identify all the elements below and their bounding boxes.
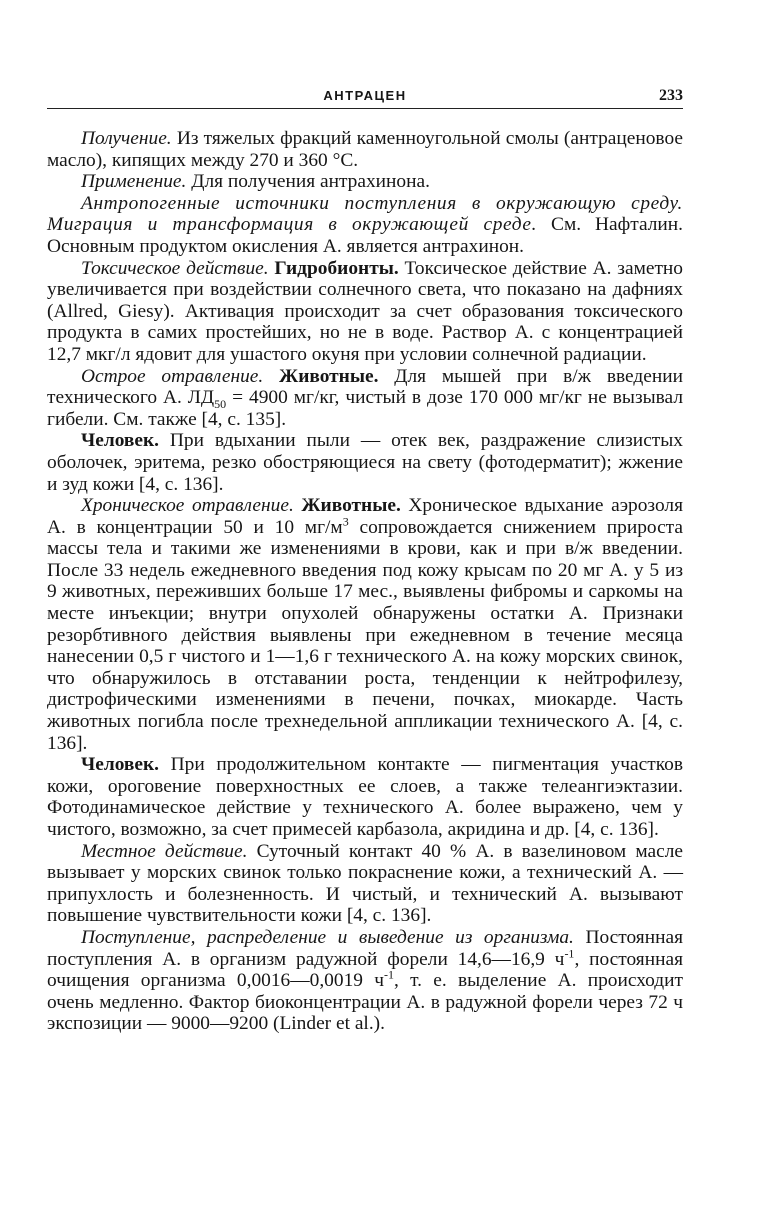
subject-heading: Человек. [81,430,160,452]
paragraph-text: При продолжительном контакте — пигментация участков кожи, ороговение поверхностных ее слоев, а также телеангиэктазии. Фотодинамическое действие у технического А. более выражено, чем у чистого, возможно, за счет примесей карбазола, акридина и др. [4, с. 136]. [47,754,683,840]
section-heading: Токсическое действие. [81,257,269,279]
subscript-value: 50 [214,397,227,411]
subject-heading: Человек. [81,754,160,776]
paragraph-text: Хроническое вдыхание аэрозоля А. в концентрации 50 и 10 мг/м [47,495,683,538]
paragraph-acute-poisoning [47,366,683,431]
paragraph-text: , постоянная очищения организма 0,0016—0,0019 ч [47,948,683,992]
running-title: АНТРАЦЕН [323,88,407,103]
section-heading: Антропогенные источники поступления в окружающую среду. Миграция и трансформация в окружающей среде. [47,192,683,236]
paragraph-text: = 4900 мг/кг, чистый в дозе 170 000 мг/кг не вызывал гибели. См. также [4, с. 135]. [47,387,683,430]
page-header [47,86,683,109]
paragraph-text: См. Нафталин. Основным продуктом окисления А. является антрахинон. [47,214,683,257]
section-heading: Местное действие. [81,840,248,862]
paragraph-text: При вдыхании пыли — отек век, раздражение слизистых оболочек, эритема, резко обостряющиеся на свету (фотодерматит); жжение и зуд кожи [4, с. 136]. [47,430,683,495]
paragraph-text: Для мышей при в/ж введении технического А. ЛД [47,365,684,409]
paragraph-application [47,171,683,193]
paragraph-production [47,128,683,171]
superscript-value: -1 [384,967,394,982]
paragraph-toxic-action [47,258,683,366]
subject-heading: Животные. [263,365,379,387]
section-heading: Острое отравление. [81,365,264,387]
paragraph-anthropogenic-sources [47,193,683,258]
paragraph-text: Суточный контакт 40 % А. в вазелиновом масле вызывает у морских свинок только покраснение кожи, а технический А. — припухлость и болезненность. И чистый, и технический А. вызывают повышение чувствительности кожи [4, с. 136]. [47,840,683,927]
paragraph-chronic-human [47,754,683,840]
paragraph-text: Токсическое действие А. заметно увеличивается при воздействии солнечного света, что показано на дафниях (Allred, Giesy). Активация происходит за счет образования токсического продукта в самих простейших, но не в воде. Раствор А. с концентрацией 12,7 мкг/л ядовит для ушастого окуня при условии солнечной радиации. [47,257,683,365]
section-heading: Поступление, распределение и выведение из организма. [81,926,574,948]
paragraph-text: Из тяжелых фракций каменноугольной смолы (антраценовое масло), кипящих между 270 и 360 °С. [47,128,683,171]
paragraph-text: , т. е. выделение А. происходит очень медленно. Фактор биоконцентрации А. в радужной форели через 72 ч экспозиции — 9000—9200 (Linder et al.). [47,970,684,1035]
subject-heading: Животные. [293,495,401,517]
paragraph-acute-human [47,430,683,495]
paragraph-intake-distribution [47,927,683,1035]
paragraph-local-action [47,841,683,927]
paragraph-text: сопровождается снижением прироста массы тела и такими же изменениями в крови, как и при в/ж введении. После 33 недель ежедневного введения под кожу крысам по 20 мг А. у 5 из 9 животных, переживших больше 17 мес., выявлены фибромы и саркомы на месте инъекции; внутри опухолей обнаружены остатки А. Признаки резорбтивного действия выявлены при ежедневном в течение месяца нанесении 0,5 г чистого и 1—1,6 г технического А. на кожу морских свинок, что обнаружилось в отставании роста, тенденции к нейтрофилезу, дистрофическими изменениями в печени, почках, миокарде. Часть животных погибла после трехнедельной аппликации технического А. [4, с. 136]. [47,516,683,754]
page-number: 233 [659,87,683,104]
section-heading: Применение. [81,171,187,193]
superscript-value: -1 [564,946,575,961]
section-heading: Хроническое отравление. [81,495,294,517]
paragraph-text: Для получения антрахинона. [186,171,430,193]
paragraph-chronic-poisoning [47,495,683,754]
section-heading: Получение. [81,128,172,149]
article-body [47,128,683,1035]
paragraph-text: Постоянная поступления А. в организм радужной форели 14,6—16,9 ч [47,926,683,970]
superscript-value: 3 [342,514,349,529]
subject-heading: Гидробионты. [268,257,399,279]
